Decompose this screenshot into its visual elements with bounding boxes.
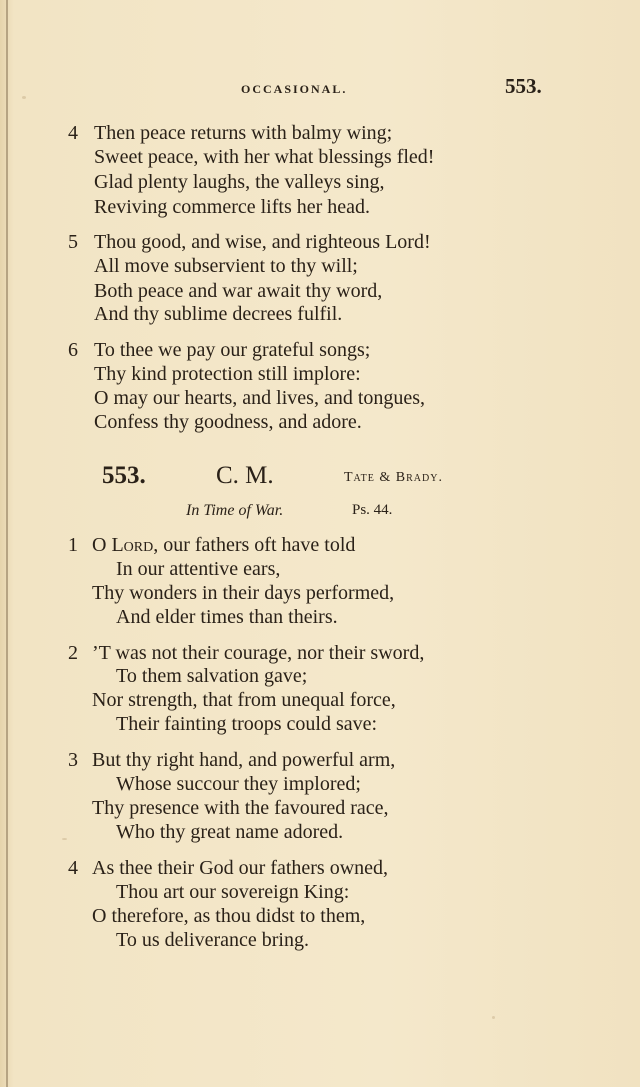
paper-spot — [492, 1016, 495, 1019]
verse-line: Thy wonders in their days performed, — [92, 582, 395, 604]
verse-line: Confess thy goodness, and adore. — [94, 411, 362, 433]
verse-line: To us deliverance bring. — [116, 929, 309, 951]
verse-line: To thee we pay our grateful songs; — [94, 339, 371, 361]
stanza-number: 6 — [68, 339, 78, 361]
hymn-heading — [0, 462, 640, 492]
verse-line: But thy right hand, and powerful arm, — [92, 749, 396, 771]
stanza-number: 2 — [68, 642, 78, 664]
psalm-reference: Ps. 44. — [352, 502, 393, 518]
verse-line: Glad plenty laughs, the valleys sing, — [94, 171, 385, 193]
hymn-author: Tate & Brady. — [344, 470, 443, 485]
hymn-title: In Time of War. — [186, 502, 284, 519]
page-number: 553. — [505, 74, 542, 98]
verse-line: And elder times than theirs. — [116, 606, 338, 628]
verse-line: O therefore, as thou didst to them, — [92, 905, 366, 927]
page-gutter-edge — [6, 0, 8, 1087]
verse-line: To them salvation gave; — [116, 665, 308, 687]
stanza-number: 1 — [68, 534, 78, 556]
verse-line: O may our hearts, and lives, and tongues, — [94, 387, 426, 409]
verse-line: Their fainting troops could save: — [116, 713, 378, 735]
stanza-number: 4 — [68, 122, 78, 144]
verse-line-rest: , our fathers oft have told — [153, 534, 356, 556]
first-word-small-caps: Lord — [111, 534, 154, 556]
verse-line: Thou art our sovereign King: — [116, 881, 350, 903]
paper-spot — [22, 96, 26, 99]
verse-line: Thy presence with the favoured race, — [92, 797, 389, 819]
stanza-number: 5 — [68, 231, 78, 253]
first-word: O — [92, 534, 112, 556]
paper-spot — [62, 838, 67, 840]
verse-line: And thy sublime decrees fulfil. — [94, 303, 343, 325]
verse-line: Who thy great name adored. — [116, 821, 344, 843]
running-title: OCCASIONAL. — [241, 82, 348, 96]
hymn-number: 553. — [102, 462, 146, 489]
verse-line: Thou good, and wise, and righteous Lord! — [94, 231, 431, 253]
verse-line: Thy kind protection still implore: — [94, 363, 361, 385]
verse-line: In our attentive ears, — [116, 558, 281, 580]
verse-line: Whose succour they implored; — [116, 773, 361, 795]
verse-line: ’T was not their courage, nor their sword, — [92, 642, 425, 664]
hymn-meter: C. M. — [216, 462, 274, 489]
stanza-number: 3 — [68, 749, 78, 771]
verse-line: Nor strength, that from unequal force, — [92, 689, 396, 711]
verse-line: Reviving commerce lifts her head. — [94, 196, 371, 218]
verse-line — [92, 533, 355, 557]
verse-line: Sweet peace, with her what blessings fled! — [94, 146, 435, 168]
verse-line: As thee their God our fathers owned, — [92, 857, 389, 879]
verse-line: Then peace returns with balmy wing; — [94, 122, 393, 144]
stanza-number: 4 — [68, 857, 78, 879]
verse-line: Both peace and war await thy word, — [94, 280, 383, 302]
verse-line: All move subservient to thy will; — [94, 255, 358, 277]
